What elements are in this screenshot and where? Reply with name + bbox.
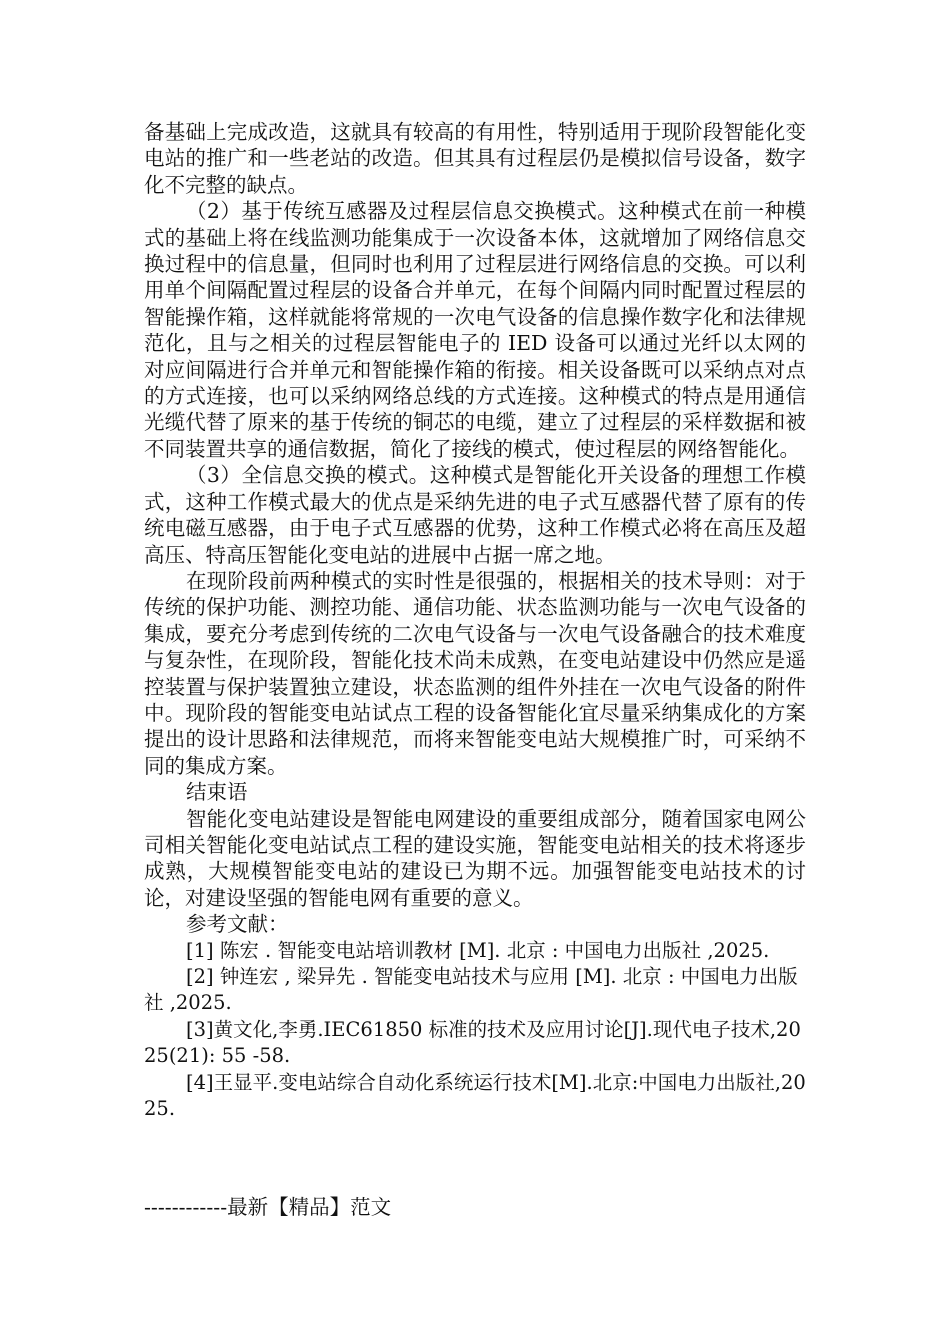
- body-paragraph-3: （3）全信息交换的模式。这种模式是智能化开关设备的理想工作模式，这种工作模式最大的优点是采纳先进的电子式互感器代替了原有的传统电磁互感器，由于电子式互感器的优势，这种工作模式必将在高压及超高压、特高压智能化变电站的进展中占据一席之地。: [144, 463, 806, 567]
- reference-item-1: [1] 陈宏 . 智能变电站培训教材 [M]. 北京 : 中国电力出版社 ,2025.: [186, 938, 770, 962]
- body-paragraph-4: 在现阶段前两种模式的实时性是很强的，根据相关的技术导则：对于传统的保护功能、测控功能、通信功能、状态监测功能与一次电气设备的集成，要充分考虑到传统的二次电气设备与一次电气设备融合的技术难度与复杂性，在现阶段，智能化技术尚未成熟，在变电站建设中仍然应是遥控装置与保护装置独立建设，状态监测的组件外挂在一次电气设备的附件中。现阶段的智能变电站试点工程的设备智能化宜尽量采纳集成化的方案提出的设计思路和法律规范，而将来智能变电站大规模推广时，可采纳不同的集成方案。: [144, 568, 806, 778]
- document-body: [144, 119, 806, 1122]
- reference-item-4: [4]王显平.变电站综合自动化系统运行技术[M].北京:中国电力出版社,2025.: [144, 1070, 806, 1121]
- body-paragraph-2: （2）基于传统互感器及过程层信息交换模式。这种模式在前一种模式的基础上将在线监测功能集成于一次设备本体，这就增加了网络信息交换过程中的信息量，但同时也利用了过程层进行网络信息的交换。可以利用单个间隔配置过程层的设备合并单元，在每个间隔内同时配置过程层的智能操作箱，这样就能将常规的一次电气设备的信息操作数字化和法律规范化，且与之相关的过程层智能电子的 IED 设备可以通过光纤以太网的对应间隔进行合并单元和智能操作箱的衔接。相关设备既可以采纳点对点的方式连接，也可以采纳网络总线的方式连接。这种模式的特点是用通信光缆代替了原来的基于传统的铜芯的电缆，建立了过程层的采样数据和被不同装置共享的通信数据，简化了接线的模式，使过程层的网络智能化。: [144, 199, 806, 461]
- page-footer: ------------最新【精品】范文: [144, 1195, 392, 1219]
- conclusion-heading: 结束语: [186, 780, 248, 805]
- reference-item-2: [2] 钟连宏 , 梁异先 . 智能变电站技术与应用 [M]. 北京 : 中国电力出版社 ,2025.: [144, 965, 798, 1015]
- body-paragraph-1: 备基础上完成改造，这就具有较高的有用性，特别适用于现阶段智能化变电站的推广和一些老站的改造。但其具有过程层仍是模拟信号设备，数字化不完整的缺点。: [144, 120, 806, 197]
- references-heading: 参考文献：: [186, 912, 289, 937]
- reference-item-3: [3]黄文化,李勇.IEC61850 标准的技术及应用讨论[J].现代电子技术,2025(21): 55 -58.: [144, 1017, 801, 1068]
- conclusion-paragraph: 智能化变电站建设是智能电网建设的重要组成部分，随着国家电网公司相关智能化变电站试点工程的建设实施，智能变电站相关的技术将逐步成熟，大规模智能变电站的建设已为期不远。加强智能变电站技术的讨论，对建设坚强的智能电网有重要的意义。: [144, 806, 806, 910]
